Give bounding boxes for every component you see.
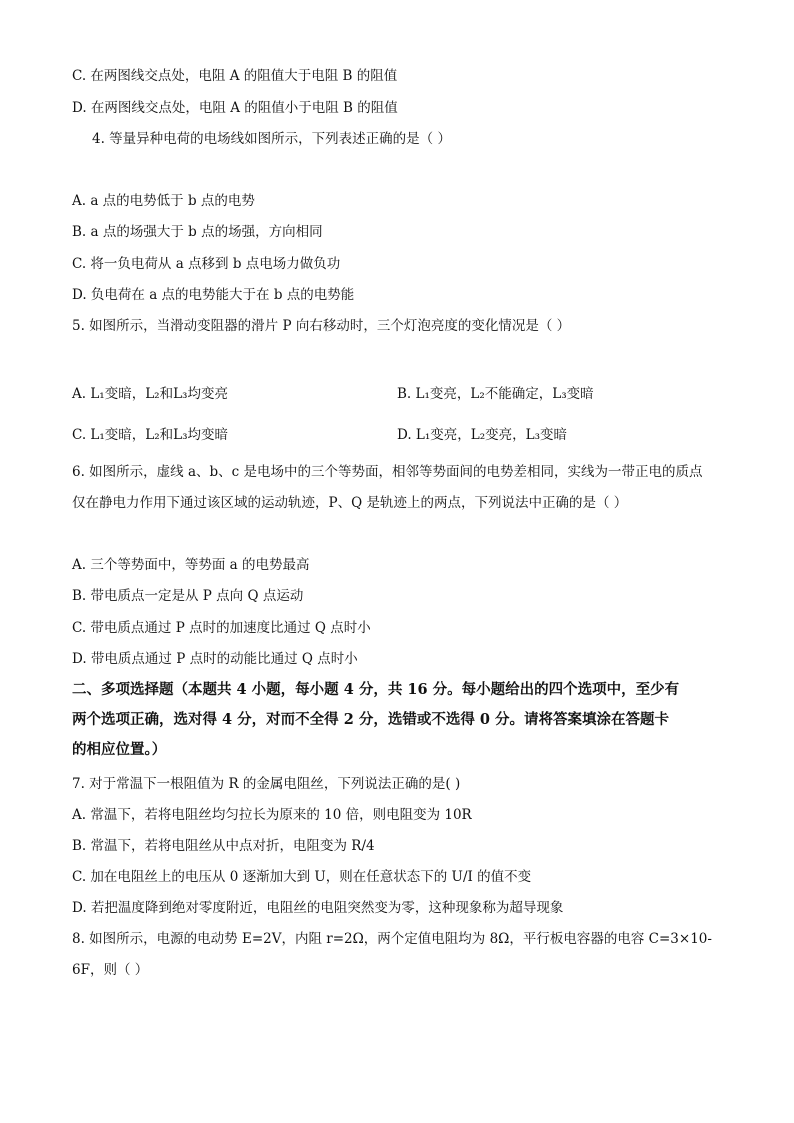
section2-heading-line2: 两个选项正确，选对得 4 分，对而不全得 2 分，选错或不选得 0 分。请将答案填涂在答题卡 xyxy=(72,711,670,728)
section2-heading-line1: 二、多项选择题（本题共 4 小题，每小题 4 分，共 16 分。每小题给出的四个选项中，至少有 xyxy=(72,681,680,698)
q7-option-d: D. 若把温度降到绝对零度附近，电阻丝的电阻突然变为零，这种现象称为超导现象 xyxy=(72,900,564,916)
q4-stem: 4. 等量异种电荷的电场线如图所示，下列表述正确的是（ ） xyxy=(92,131,451,147)
q5-option-a: A. L₁变暗，L₂和L₃均变亮 xyxy=(72,386,228,402)
q8-stem-line2: 6F，则（ ） xyxy=(72,962,149,978)
q7-stem: 7. 对于常温下一根阻值为 R 的金属电阻丝，下列说法正确的是( ) xyxy=(72,776,461,792)
q5-stem: 5. 如图所示，当滑动变阻器的滑片 P 向右移动时，三个灯泡亮度的变化情况是（ ） xyxy=(72,318,571,334)
q7-option-b: B. 常温下，若将电阻丝从中点对折，电阻变为 R/4 xyxy=(72,838,375,854)
q7-option-c: C. 加在电阻丝上的电压从 0 逐渐加大到 U，则在任意状态下的 U/I 的值不变 xyxy=(72,869,532,885)
q3-option-d: D. 在两图线交点处，电阻 A 的阻值小于电阻 B 的阻值 xyxy=(72,100,398,116)
q4-option-d: D. 负电荷在 a 点的电势能大于在 b 点的电势能 xyxy=(72,287,355,303)
q4-option-c: C. 将一负电荷从 a 点移到 b 点电场力做负功 xyxy=(72,256,341,272)
q8-stem-line1: 8. 如图所示，电源的电动势 E=2V，内阻 r=2Ω，两个定值电阻均为 8Ω，平行板电容器的电容 C=3×10- xyxy=(72,931,712,947)
q6-option-b: B. 带电质点一定是从 P 点向 Q 点运动 xyxy=(72,588,304,604)
q3-option-c: C. 在两图线交点处，电阻 A 的阻值大于电阻 B 的阻值 xyxy=(72,68,398,84)
q4-option-b: B. a 点的场强大于 b 点的场强，方向相同 xyxy=(72,224,323,240)
q6-option-d: D. 带电质点通过 P 点时的动能比通过 Q 点时小 xyxy=(72,651,358,667)
q4-option-a: A. a 点的电势低于 b 点的电势 xyxy=(72,193,255,209)
q6-stem-line2: 仅在静电力作用下通过该区域的运动轨迹，P、Q 是轨迹上的两点，下列说法中正确的是（ ） xyxy=(72,495,628,511)
q6-stem-line1: 6. 如图所示，虚线 a、b、c 是电场中的三个等势面，相邻等势面间的电势差相同，实线为一带正电的质点 xyxy=(72,464,703,480)
q6-option-c: C. 带电质点通过 P 点时的加速度比通过 Q 点时小 xyxy=(72,620,371,636)
q6-option-a: A. 三个等势面中，等势面 a 的电势最高 xyxy=(72,557,310,573)
q5-option-d: D. L₁变亮，L₂变亮，L₃变暗 xyxy=(397,427,568,443)
q5-option-c: C. L₁变暗，L₂和L₃均变暗 xyxy=(72,427,229,443)
q7-option-a: A. 常温下，若将电阻丝均匀拉长为原来的 10 倍，则电阻变为 10R xyxy=(72,807,472,823)
q5-option-b: B. L₁变亮，L₂不能确定，L₃变暗 xyxy=(397,386,594,402)
section2-heading-line3: 的相应位置。） xyxy=(72,741,167,758)
